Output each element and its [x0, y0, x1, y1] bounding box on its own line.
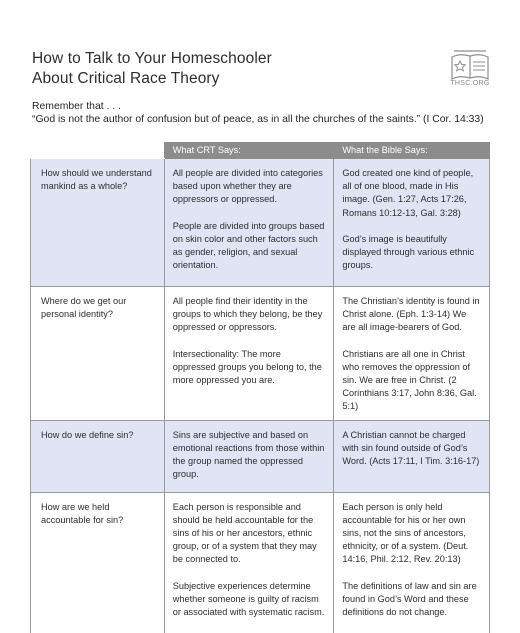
- table-row: [31, 492, 490, 633]
- bible-text: The definitions of law and sin are found in God’s Word and these definitions do not change.: [342, 580, 477, 618]
- intro: [32, 101, 502, 126]
- table-header-row: [31, 143, 490, 159]
- bible-cell: [334, 492, 490, 633]
- question-text: How are we held accountable for sin?: [41, 501, 124, 525]
- question-text: How should we understand mankind as a whole?: [41, 168, 152, 192]
- crt-text: People are divided into groups based on skin color and other factors such as gender, religion, and sexual orientation.: [172, 220, 325, 271]
- crt-cell: [164, 159, 334, 287]
- question-cell: [31, 420, 165, 492]
- table-row: [31, 287, 490, 421]
- bible-cell: [334, 159, 490, 287]
- bible-cell: [334, 420, 490, 492]
- question-text: How do we define sin?: [41, 429, 134, 440]
- table-row: [31, 420, 490, 492]
- crt-text: All people are divided into categories based upon whether they are oppressors or oppressed.: [172, 168, 323, 205]
- crt-cell: [164, 420, 334, 492]
- question-cell: [31, 159, 165, 287]
- question-text: Where do we get our personal identity?: [41, 296, 127, 320]
- header-bible: What the Bible Says:: [334, 143, 490, 159]
- crt-text: Intersectionality: The more oppressed groups you belong to, the more oppressed you are.: [172, 348, 322, 386]
- header-crt: What CRT Says:: [164, 143, 334, 159]
- scripture-quote: “God is not the author of confusion but of peace, as in all the churches of the saints.” (I Cor. 14:33): [32, 113, 484, 125]
- comparison-table: [30, 142, 490, 633]
- logo-text: THSC.ORG: [450, 80, 490, 87]
- bible-text: The Christian’s identity is found in Christ alone. (Eph. 1:3-14) We are all image-bearers of God.: [342, 296, 480, 333]
- bible-text: God created one kind of people, all of one blood, made in His image. (Gen. 1:27, Acts 17:26, Romans 10:12-13, Gal. 3:28): [342, 168, 474, 218]
- bible-text: A Christian cannot be charged with sin found outside of God’s Word. (Acts 17:11, I Tim. 3:16-17): [342, 429, 480, 467]
- bible-text: God’s image is beautifully displayed through various ethnic groups.: [342, 233, 475, 271]
- bible-cell: [334, 287, 490, 421]
- question-cell: [31, 492, 165, 633]
- bible-text: Christians are all one in Christ who removes the oppression of sin. We are free in Christ. (2 Corinthians 3:17, John 8:36, Gal. 5:1): [342, 348, 477, 412]
- crt-text: All people find their identity in the groups to which they belong, be they oppressed or oppressors.: [172, 296, 323, 333]
- crt-cell: [164, 492, 334, 633]
- question-cell: [31, 287, 165, 421]
- table-row: [31, 159, 490, 287]
- crt-cell: [164, 287, 334, 421]
- crt-text: Subjective experiences determine whether someone is guilty of racism or associated with systematic racism.: [172, 580, 325, 618]
- intro-line-1: Remember that . . .: [32, 101, 121, 112]
- crt-text: Sins are subjective and based on emotional reactions from those within the group named the oppressed group.: [172, 429, 325, 480]
- title-line-2: About Critical Race Theory: [32, 70, 220, 87]
- crt-text: Each person is responsible and should be held accountable for the sins of his or her ancestors, ethnic group, or of a system that they may be connected to.: [172, 501, 317, 565]
- page-title: [32, 49, 432, 89]
- title-line-1: How to Talk to Your Homeschooler: [32, 50, 272, 67]
- header-blank: [31, 143, 165, 159]
- bible-text: Each person is only held accountable for his or her own sins, not the sins of ancestors, ethnicity, or of a system. (Deut. 14:16, Phil. 2:12, Rev. 20:13): [342, 501, 469, 565]
